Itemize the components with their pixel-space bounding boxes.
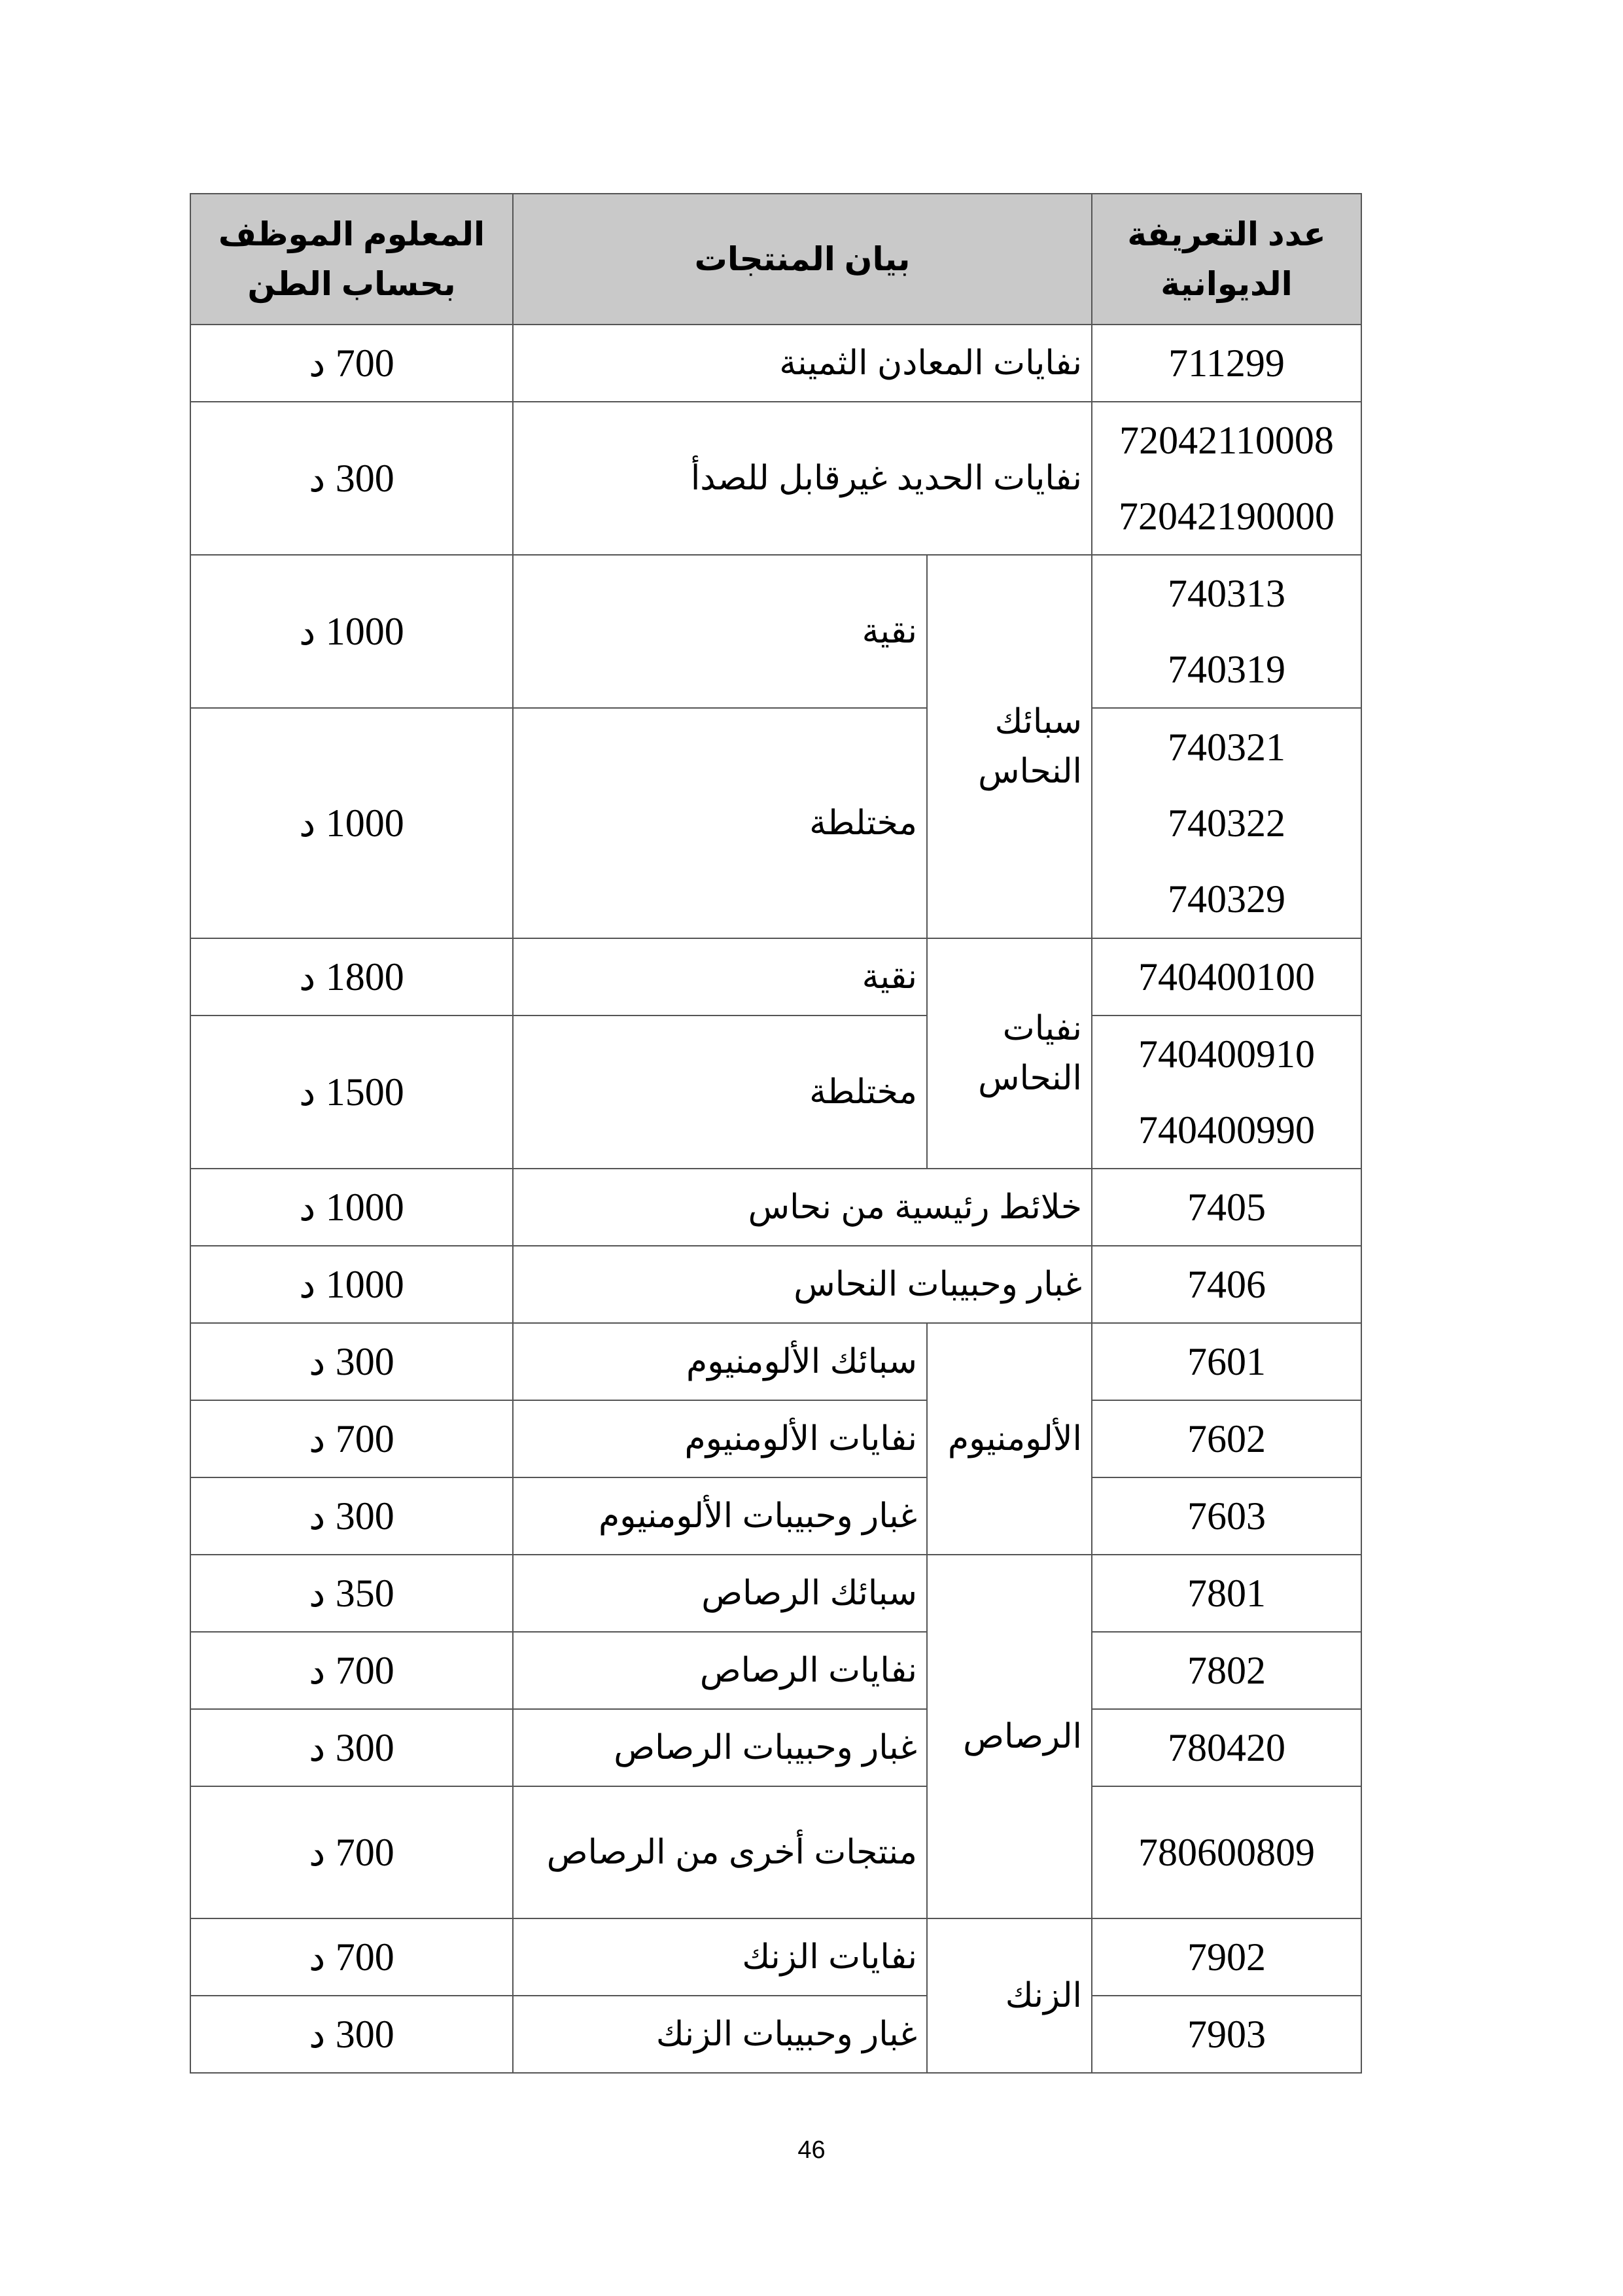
table-row: [190, 1918, 1361, 1996]
currency-label: د: [309, 1495, 326, 1537]
tariff-code: 72042190000: [1119, 495, 1335, 538]
fee-cell: [190, 1400, 513, 1477]
fee-cell: [190, 1323, 513, 1400]
tariff-code-cell: [1092, 1323, 1361, 1400]
product-desc: سبائك الألومنيوم: [513, 1323, 927, 1400]
header-products: بيان المنتجات: [513, 194, 1092, 325]
tariff-code: 7802: [1187, 1649, 1266, 1692]
table-row: [190, 1555, 1361, 1632]
fee-value: 1000: [325, 1185, 404, 1229]
currency-label: د: [299, 1071, 316, 1113]
fee-value: 700: [335, 1648, 394, 1692]
fee-value: 1800: [325, 955, 404, 998]
fee-cell: [190, 938, 513, 1016]
fee-value: 1000: [325, 1262, 404, 1306]
page-number: 46: [797, 2136, 826, 2164]
currency-label: د: [309, 1341, 326, 1383]
fee-value: 300: [335, 1494, 394, 1538]
table-row: [190, 325, 1361, 402]
product-desc: غبار وحبيبات النحاس: [513, 1246, 1092, 1323]
product-desc: غبار وحبيبات الألومنيوم: [513, 1477, 927, 1555]
fee-value: 700: [335, 1417, 394, 1460]
currency-label: د: [309, 342, 326, 384]
tariff-code-cell: [1092, 708, 1361, 938]
fee-cell: [190, 1555, 513, 1632]
table-row: [190, 1400, 1361, 1477]
tariff-code: 740321: [1168, 726, 1285, 769]
currency-label: د: [309, 1727, 326, 1769]
tariff-code-cell: [1092, 1246, 1361, 1323]
fee-value: 300: [335, 456, 394, 500]
tariff-code-cell: [1092, 938, 1361, 1016]
tariff-code-cell: [1092, 1555, 1361, 1632]
table-row: [190, 938, 1361, 1016]
currency-label: د: [309, 2013, 326, 2055]
fee-value: 350: [335, 1571, 394, 1615]
tariff-code-cell: [1092, 1709, 1361, 1786]
currency-label: د: [299, 1186, 316, 1228]
product-desc: غبار وحبيبات الرصاص: [513, 1709, 927, 1786]
tariff-code: 780600809: [1138, 1831, 1315, 1874]
product-desc: خلائط رئيسية من نحاس: [513, 1169, 1092, 1246]
fee-value: 300: [335, 1725, 394, 1769]
fee-cell: [190, 1786, 513, 1918]
tariff-code: 7801: [1187, 1572, 1266, 1615]
product-desc: نفايات الحديد غيرقابل للصدأ: [513, 402, 1092, 555]
fee-value: 1000: [325, 609, 404, 653]
header-fee: المعلوم الموظف بحساب الطن: [190, 194, 513, 325]
fee-cell: [190, 1246, 513, 1323]
product-desc: نفايات المعادن الثمينة: [513, 325, 1092, 402]
product-desc: نفايات الرصاص: [513, 1632, 927, 1709]
currency-label: د: [299, 802, 316, 844]
tariff-code-cell: [1092, 325, 1361, 402]
fee-cell: [190, 708, 513, 938]
table-row: [190, 1996, 1361, 2073]
table-row: [190, 1632, 1361, 1709]
tariff-code: 7602: [1187, 1417, 1266, 1460]
tariff-code-cell: [1092, 1477, 1361, 1555]
header-row: [190, 194, 1361, 325]
product-desc: منتجات أخرى من الرصاص: [513, 1786, 927, 1918]
product-desc: نقية: [513, 938, 927, 1016]
fee-value: 300: [335, 1339, 394, 1383]
tariff-code: 7903: [1187, 2013, 1266, 2056]
table-row: [190, 1709, 1361, 1786]
tariff-code: 711299: [1168, 342, 1285, 385]
currency-label: د: [309, 1936, 326, 1978]
fee-value: 700: [335, 1830, 394, 1874]
fee-cell: [190, 402, 513, 555]
fee-cell: [190, 1709, 513, 1786]
tariff-code: 72042110008: [1119, 419, 1334, 462]
currency-label: د: [309, 1650, 326, 1691]
tariff-code-cell: [1092, 1169, 1361, 1246]
tariff-table: [190, 193, 1362, 2074]
tariff-code: 740313: [1168, 572, 1285, 615]
fee-cell: [190, 555, 513, 708]
group-aluminium: الألومنيوم: [927, 1323, 1092, 1555]
fee-cell: [190, 1918, 513, 1996]
currency-label: د: [299, 610, 316, 652]
product-desc: نفايات الألومنيوم: [513, 1400, 927, 1477]
tariff-code: 7405: [1187, 1186, 1266, 1229]
header-code: عدد التعريفة الديوانية: [1092, 194, 1361, 325]
fee-value: 700: [335, 341, 394, 385]
fee-cell: [190, 1169, 513, 1246]
currency-label: د: [299, 1263, 316, 1305]
table-row: [190, 1016, 1361, 1169]
tariff-code: 740400100: [1138, 955, 1315, 998]
tariff-code-cell: [1092, 402, 1361, 555]
tariff-code-cell: [1092, 1786, 1361, 1918]
fee-value: 1500: [325, 1070, 404, 1114]
product-desc: مختلطة: [513, 708, 927, 938]
tariff-code-cell: [1092, 1400, 1361, 1477]
fee-cell: [190, 1632, 513, 1709]
group-zinc: الزنك: [927, 1918, 1092, 2073]
product-desc: مختلطة: [513, 1016, 927, 1169]
currency-label: د: [309, 1831, 326, 1873]
tariff-code: 7902: [1187, 1935, 1266, 1979]
table-row: [190, 708, 1361, 938]
tariff-code: 740400990: [1138, 1108, 1315, 1152]
currency-label: د: [309, 1572, 326, 1614]
currency-label: د: [299, 956, 316, 998]
fee-value: 300: [335, 2012, 394, 2056]
group-lead: الرصاص: [927, 1555, 1092, 1918]
table-row: [190, 1246, 1361, 1323]
fee-value: 700: [335, 1935, 394, 1979]
tariff-code: 740329: [1168, 877, 1285, 921]
fee-cell: [190, 1996, 513, 2073]
currency-label: د: [309, 457, 326, 499]
product-desc: غبار وحبيبات الزنك: [513, 1996, 927, 2073]
table-row: [190, 1477, 1361, 1555]
table-row: [190, 1169, 1361, 1246]
group-copper-waste: نفيات النحاس: [927, 938, 1092, 1169]
table-row: [190, 555, 1361, 708]
currency-label: د: [309, 1418, 326, 1460]
fee-cell: [190, 1477, 513, 1555]
tariff-code: 740319: [1168, 648, 1285, 691]
product-desc: نقية: [513, 555, 927, 708]
fee-cell: [190, 1016, 513, 1169]
tariff-code-cell: [1092, 1996, 1361, 2073]
tariff-code: 7406: [1187, 1263, 1266, 1306]
group-copper-ingots: سبائك النحاس: [927, 555, 1092, 938]
tariff-code: 740400910: [1138, 1033, 1315, 1076]
tariff-code: 740322: [1168, 802, 1285, 845]
product-desc: نفايات الزنك: [513, 1918, 927, 1996]
tariff-code-cell: [1092, 1918, 1361, 1996]
tariff-code-cell: [1092, 555, 1361, 708]
product-desc: سبائك الرصاص: [513, 1555, 927, 1632]
table-row: [190, 1786, 1361, 1918]
tariff-code: 780420: [1168, 1726, 1285, 1769]
tariff-code-cell: [1092, 1632, 1361, 1709]
table-row: [190, 1323, 1361, 1400]
tariff-code: 7603: [1187, 1494, 1266, 1538]
table-row: [190, 402, 1361, 555]
tariff-code: 7601: [1187, 1340, 1266, 1383]
fee-value: 1000: [325, 801, 404, 845]
tariff-code-cell: [1092, 1016, 1361, 1169]
fee-cell: [190, 325, 513, 402]
